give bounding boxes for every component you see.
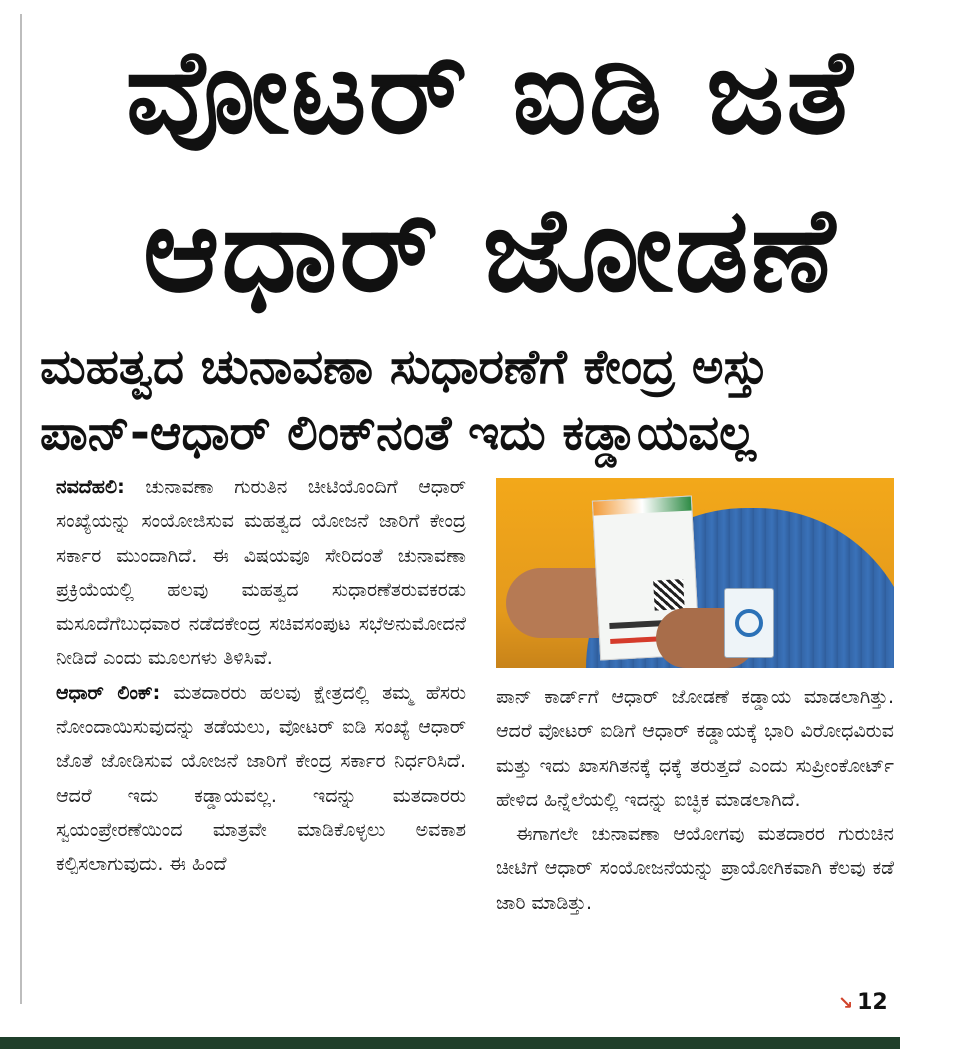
headline-line-2: ಆಧಾರ್ ಜೋಡಣೆ	[142, 183, 838, 318]
subheadline-line-2: ಪಾನ್-ಆಧಾರ್ ಲಿಂಕ್‌ನಂತೆ ಇದು ಕಡ್ಡಾಯವಲ್ಲ	[40, 405, 756, 461]
aadhaar-logo-icon	[735, 609, 763, 637]
article-paragraph-3: ಪಾನ್ ಕಾರ್ಡ್‌ಗೆ ಆಧಾರ್ ಜೋಡಣೆ ಕಡ್ಡಾಯ ಮಾಡಲಾಗಿತ್ತು. ಆದರೆ ವೋಟರ್ ಐಡಿಗೆ ಆಧಾರ್ ಕಡ್ಡಾಯಕ್ಕೆ ಭಾರಿ ವಿರೋಧವಿರುವ ಮತ್ತು ಇದು ಖಾಸಗಿತನಕ್ಕೆ ಧಕ್ಕೆ ತರುತ್ತದೆ ಎಂದು ಸುಪ್ರೀಂಕೋರ್ಟ್ ಹೇಳಿದ ಹಿನ್ನೆಲೆಯಲ್ಲಿ ಇದನ್ನು ಐಚ್ಛಿಕ ಮಾಡಲಾಗಿದೆ.	[496, 686, 894, 811]
subheadline	[40, 334, 940, 466]
qr-code-icon	[653, 579, 685, 611]
section-subhead: ಆಧಾರ್ ಲಿಂಕ್:	[56, 681, 161, 704]
article-column-right	[496, 680, 894, 920]
continued-page-number: 12	[857, 990, 888, 1015]
headline	[40, 14, 940, 330]
paragraph-1-text: ಚುನಾವಣಾ ಗುರುತಿನ ಚೀಟಿಯೊಂದಿಗೆ ಆಧಾರ್ ಸಂಖ್ಯೆಯನ್ನು ಸಂಯೋಜಿಸುವ ಮಹತ್ವದ ಯೋಜನೆ ಜಾರಿಗೆ ಕೇಂದ್ರ ಸರ್ಕಾರ ಮುಂದಾಗಿದೆ. ಈ ವಿಷಯವೂ ಸೇರಿದಂತೆ ಚುನಾವಣಾ ಪ್ರಕ್ರಿಯೆಯಲ್ಲಿ ಹಲವು ಮಹತ್ವದ ಸುಧಾರಣೆತರುವಕರಡು ಮಸೂದೆಗೆಬುಧವಾರ ನಡೆದಕೇಂದ್ರ ಸಚಿವಸಂಪುಟ ಸಭೆಅನುಮೋದನೆ ನೀಡಿದೆ ಎಂದು ಮೂಲಗಳು ತಿಳಿಸಿವೆ.	[56, 476, 467, 670]
arrow-icon: ↘	[838, 993, 854, 1014]
column-rule	[20, 14, 22, 1004]
paragraph-2-text: ಮತದಾರರು ಹಲವು ಕ್ಷೇತ್ರದಲ್ಲಿ ತಮ್ಮ ಹೆಸರು ನೋಂದಾಯಿಸುವುದನ್ನು ತಡೆಯಲು, ವೋಟರ್ ಐಡಿ ಸಂಖ್ಯೆ ಆಧಾರ್ ಜೊತೆ ಜೋಡಿಸುವ ಯೋಜನೆ ಜಾರಿಗೆ ಕೇಂದ್ರ ಸರ್ಕಾರ ನಿರ್ಧರಿಸಿದೆ. ಆದರೆ ಇದು ಕಡ್ಡಾಯವಲ್ಲ. ಇದನ್ನು ಮತದಾರರು ಸ್ವಯಂಪ್ರೇರಣೆಯಿಂದ ಮಾತ್ರವೇ ಮಾಡಿಕೊಳ್ಳಲು ಅವಕಾಶ ಕಲ್ಪಿಸಲಾಗುವುದು. ಈ ಹಿಂದೆ	[56, 681, 467, 876]
continued-marker	[838, 990, 888, 1015]
headline-line-1: ವೋಟರ್ ಐಡಿ ಜತೆ	[125, 25, 855, 160]
bottom-rule	[0, 1037, 900, 1049]
article-paragraph-2	[56, 676, 466, 882]
article-paragraph-4: ಈಗಾಗಲೇ ಚುನಾವಣಾ ಆಯೋಗವು ಮತದಾರರ ಗುರುಚಿನ ಚೀಟಿಗೆ ಆಧಾರ್ ಸಂಯೋಜನೆಯನ್ನು ಪ್ರಾಯೋಗಿಕವಾಗಿ ಕೆಲವು ಕಡೆ ಜಾರಿ ಮಾಡಿತ್ತು.	[496, 823, 894, 914]
id-badge	[724, 588, 774, 658]
news-photo	[496, 478, 894, 668]
article-column-left	[56, 470, 466, 882]
subheadline-line-1: ಮಹತ್ವದ ಚುನಾವಣಾ ಸುಧಾರಣೆಗೆ ಕೇಂದ್ರ ಅಸ್ತು	[40, 339, 769, 395]
dateline: ನವದೆಹಲಿ:	[56, 476, 125, 498]
article-paragraph-1	[56, 470, 466, 676]
